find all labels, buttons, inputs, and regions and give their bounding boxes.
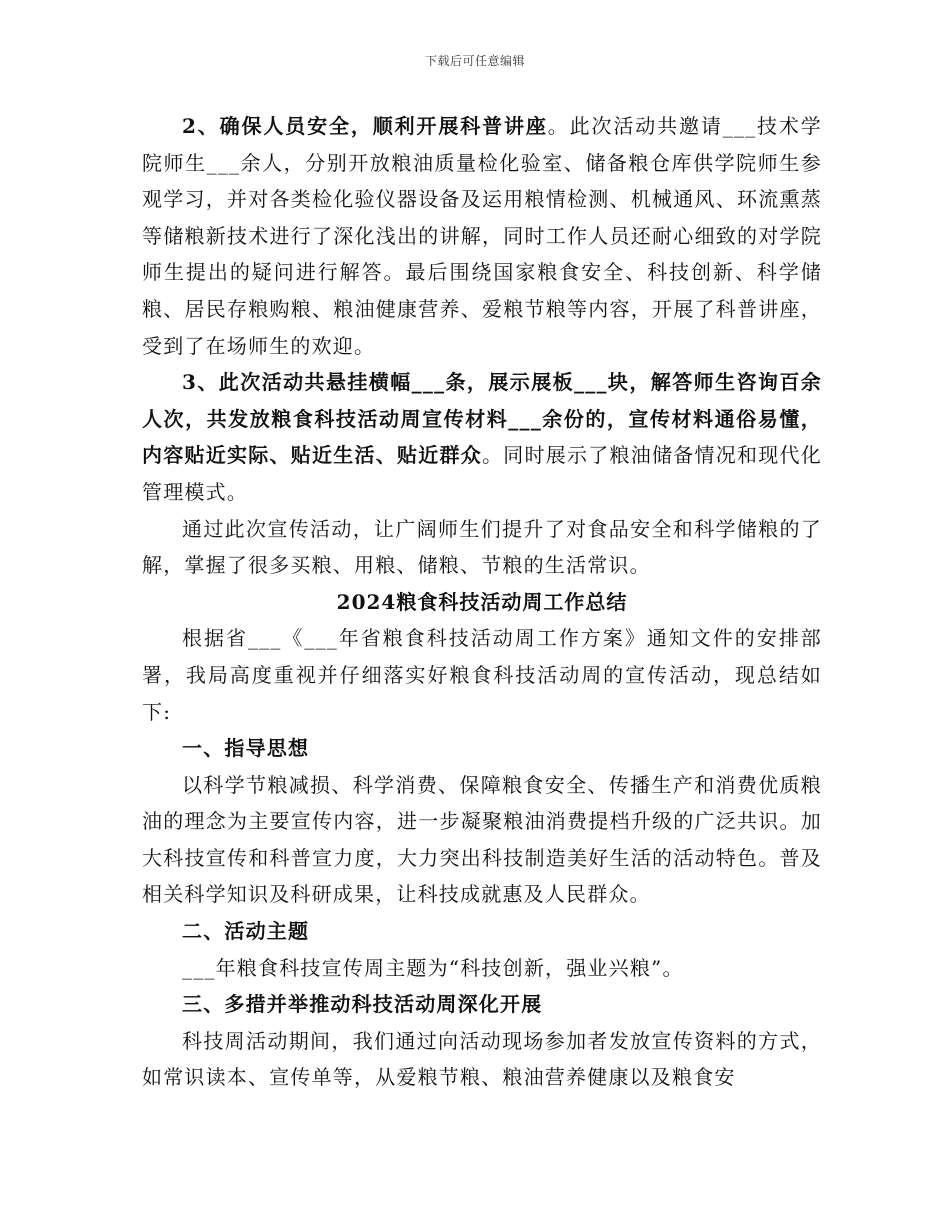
paragraph-intro: 根据省___《___年省粮食科技活动周工作方案》通知文件的安排部署，我局高度重视并仔细落实好粮食科技活动周的宣传活动，现总结如下: xyxy=(142,626,822,724)
page-header: 下载后可任意编辑 xyxy=(424,54,525,68)
document-title: 2024粮食科技活动周工作总结 xyxy=(336,589,628,614)
section-3-text: 。同时展示了粮油储备情况和现代化管理模式。 xyxy=(142,443,823,504)
paragraph-guiding-ideology: 以科学节粮减损、科学消费、保障粮食安全、传播生产和消费优质粮油的理念为主要宣传内容，进一步凝聚粮油消费提档升级的广泛共识。加大科技宣传和科普宣力度，大力突出科技制造美好生活的活动特色。普及相关科学知识及科研成果，让科技成就惠及人民群众。 xyxy=(142,772,822,907)
paragraph-measures: 科技周活动期间，我们通过向活动现场参加者发放宣传资料的方式，如常识读本、宣传单等，从爱粮节粮、粮油营养健康以及粮食安 xyxy=(142,1028,822,1090)
paragraph-section-2 xyxy=(142,108,822,364)
section-2-text: 。此次活动共邀请___技术学院师生___余人，分别开放粮油质量检化验室、储备粮仓库供学院师生参观学习，并对各类检化验仪器设备及运用粮情检测、机械通风、环流熏蒸等储粮新技术进行了深化浅出的讲解，同时工作人员还耐心细致的对学院师生提出的疑问进行解答。最后围绕国家粮食安全、科技创新、科学储粮、居民存粮购粮、粮油健康营养、爱粮节粮等内容，开展了科普讲座，受到了在场师生的欢迎。 xyxy=(142,114,822,358)
paragraph-conclusion: 通过此次宣传活动，让广阔师生们提升了对食品安全和科学储粮的了解，掌握了很多买粮、用粮、储粮、节粮的生活常识。 xyxy=(142,516,822,578)
heading-measures: 三、多措并举推动科技活动周深化开展 xyxy=(182,992,543,1017)
paragraph-activity-theme: ___年粮食科技宣传周主题为“科技创新，强业兴粮”。 xyxy=(182,955,684,980)
heading-guiding-ideology: 一、指导思想 xyxy=(182,736,310,761)
document-body xyxy=(142,108,822,1096)
section-3-lead: 3、此次活动共悬挂横幅___条，展示展板___块，解答师生咨询百余人次，共发放粮食科技活动周宣传材料___余份的，宣传材料通俗易懂，内容贴近实际、贴近生活、贴近群众 xyxy=(142,370,822,468)
paragraph-section-3 xyxy=(142,364,822,510)
section-2-lead: 2、确保人员安全，顺利开展科普讲座 xyxy=(182,114,548,138)
heading-activity-theme: 二、活动主题 xyxy=(182,919,310,944)
